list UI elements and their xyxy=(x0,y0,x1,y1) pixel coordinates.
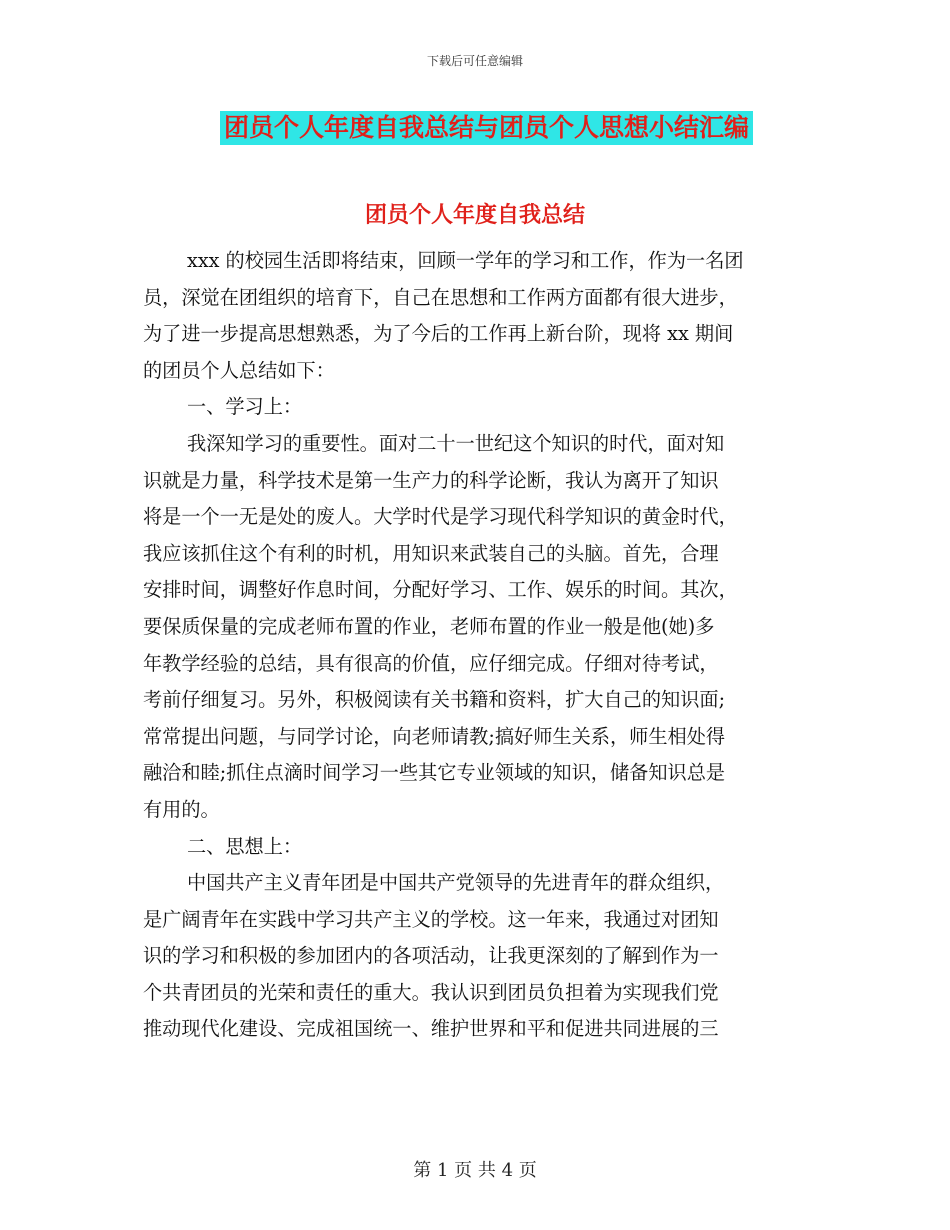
paragraph-line: 我应该抓住这个有利的时机，用知识来武装自己的头脑。首先，合理 xyxy=(143,541,719,565)
paragraph-line: 我深知学习的重要性。面对二十一世纪这个知识的时代，面对知 xyxy=(187,431,725,455)
paragraph-line: 员，深觉在团组织的培育下，自己在思想和工作两方面都有很大进步， xyxy=(143,285,738,309)
header-note: 下载后可任意编辑 xyxy=(426,54,523,68)
paragraph-line: 是广阔青年在实践中学习共产主义的学校。这一年来，我通过对团知 xyxy=(143,907,719,931)
paragraph-line: 推动现代化建设、完成祖国统一、维护世界和平和促进共同进展的三 xyxy=(143,1017,719,1041)
document-body xyxy=(143,243,803,1048)
paragraph-line: 常常提出问题，与同学讨论，向老师请教;搞好师生关系，师生相处得 xyxy=(143,724,726,748)
subheading-thought: 二、思想上： xyxy=(187,834,303,858)
paragraph-line: 将是一个一无是处的废人。大学时代是学习现代科学知识的黄金时代， xyxy=(143,505,738,529)
paragraph-line: xxx 的校园生活即将结束，回顾一学年的学习和工作，作为一名团 xyxy=(187,249,744,272)
page-footer: 第 1 页 共 4 页 xyxy=(413,1160,537,1181)
subheading-study: 一、学习上： xyxy=(187,395,303,419)
paragraph-line: 的团员个人总结如下： xyxy=(143,358,335,382)
section-title: 团员个人年度自我总结 xyxy=(364,203,585,228)
paragraph-line: 融洽和睦;抓住点滴时间学习一些其它专业领域的知识，储备知识总是 xyxy=(143,761,726,785)
paragraph-line: 识的学习和积极的参加团内的各项活动，让我更深刻的了解到作为一 xyxy=(143,944,719,968)
paragraph-line: 有用的。 xyxy=(143,797,220,821)
paragraph-line: 识就是力量，科学技术是第一生产力的科学论断，我认为离开了知识 xyxy=(143,468,719,492)
paragraph-line: 安排时间，调整好作息时间，分配好学习、工作、娱乐的时间。其次， xyxy=(143,578,738,602)
paragraph-line: 考前仔细复习。另外，积极阅读有关书籍和资料，扩大自己的知识面; xyxy=(143,688,726,712)
paragraph-line: 年教学经验的总结，具有很高的价值，应仔细完成。仔细对待考试， xyxy=(143,651,719,675)
paragraph-line: 中国共产主义青年团是中国共产党领导的先进青年的群众组织， xyxy=(187,871,725,895)
paragraph-line: 个共青团员的光荣和责任的重大。我认识到团员负担着为实现我们党 xyxy=(143,980,719,1004)
paragraph-line: 为了进一步提高思想熟悉，为了今后的工作再上新台阶，现将 xx 期间 xyxy=(143,322,734,346)
paragraph-line: 要保质保量的完成老师布置的作业，老师布置的作业一般是他(她)多 xyxy=(143,614,715,638)
document-title: 团员个人年度自我总结与团员个人思想小结汇编 xyxy=(220,111,753,145)
